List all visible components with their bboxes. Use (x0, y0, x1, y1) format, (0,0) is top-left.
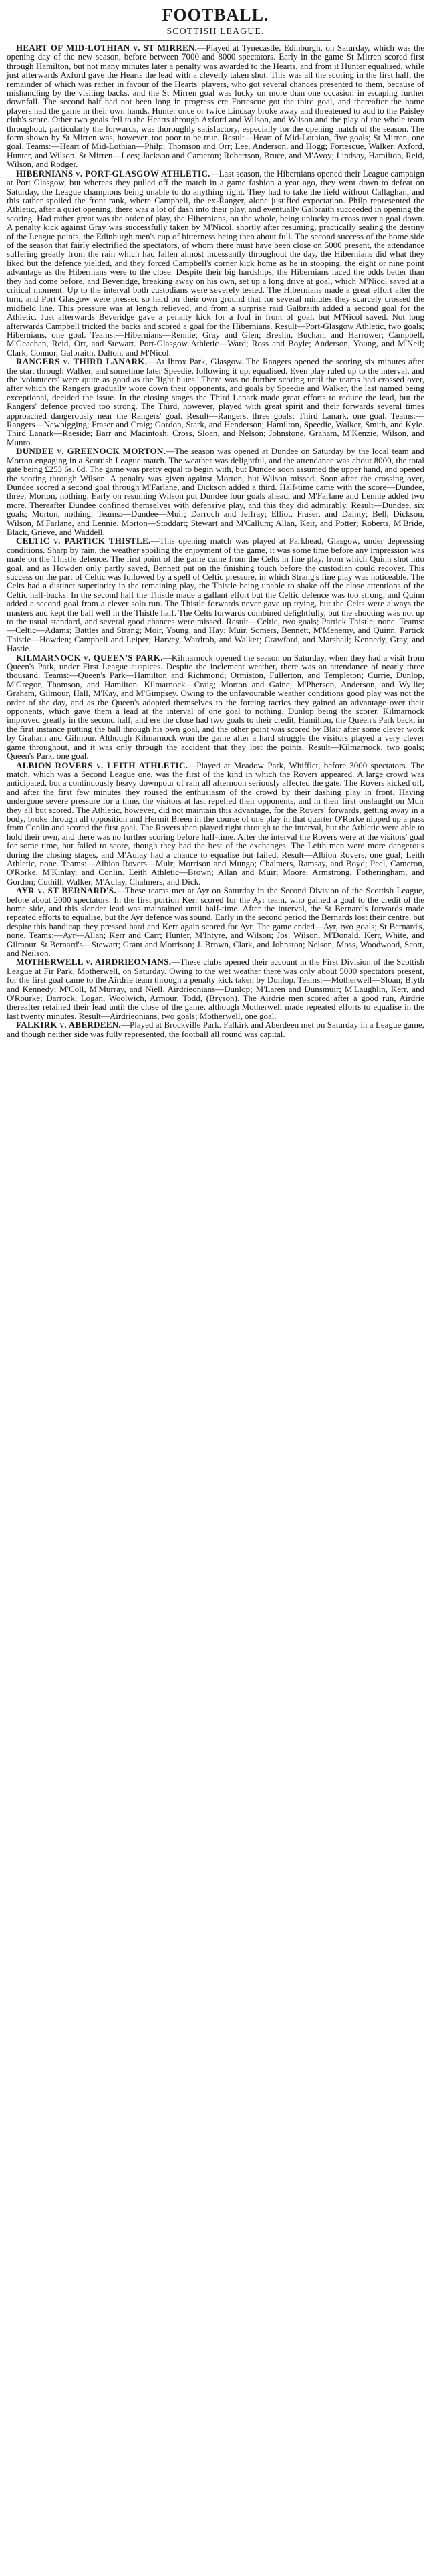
match-heading: MOTHERWELL v. AIRDRIEONIANS. (16, 957, 172, 967)
match-report (7, 653, 424, 761)
match-heading: FALKIRK v. ABERDEEN. (16, 1020, 121, 1030)
match-report (7, 957, 424, 1020)
match-text: —Played at Meadow Park, Whifflet, before 3000 spectators. The match, which was a Second League one, was the first of the kind in which the Rovers appeared. A large crowd was anticipated, but a continuously heavy downpour of rain all afternoon seriously affected the gate. The Rovers kicked off, and after the first few minutes they roused the enthusiasm of the crowd by their dashing play in front. Having undergone severe pressure for a time, the visitors at last repelled their opponents, and in their first onslaught on Muir they all but scored. The Athletic, however, did not maintain this advantage, for the Rovers' forwards, getting away in a body, broke through all opposition and Hermit Breen in the course of one play in that quarter O'Rorke nipped up a pass from Conlin and scored the first goal. The Rovers then played right through to the interval, but the Athletic were able to hold their own, and there was no further scoring before half-time. After the interval the Rovers were at the visitors' goal for some time, but failed to score, though they had the best of the exchanges. The Leith men were more dangerous during the closing stages, and M'Aulay had a chance to equalise but failed. Result—Albion Rovers, one goal; Leith Athletic, none. Teams:—Albion Rovers—Muir; Morrison and Mungo; Chalmers, Ramsay, and Boyd; Peel, Cameron, O'Rorke, M'Kinlay, and Conlin. Leith Athletic—Brown; Allan and Muir; Moore, Armstrong, Fotheringham, and Gordon; Cuthill, Walker, M'Aulay, Chalmers, and Dick. (7, 759, 424, 887)
section-title: FOOTBALL. (162, 5, 269, 25)
match-text: —Kilmarnock opened the season on Saturday, when they had a visit from Queen's Park, under First League auspices. Despite the inclement weather, there was an attendance of nearly three thousand. Teams:—Queen's Park—Hamilton and Richmond; Ormiston, Fullerton, and Templeton; Currie, Dunlop, M'Gregor, Thomson, and Hamilton. Kilmarnock—Craig; Morton and Gaine; M'Pherson, Anderson, and Wyllie; Graham, Gilmour, Hall, M'Kay, and M'Gimpsey. Owing to the unfavourable weather conditions good play was not the order of the day, and as the Queen's adopted themselves to the forcing tactics they gained an advantage over their opponents, which gave them a lead at the interval of one goal to nothing. Dunlop being the scorer. Kilmarnock improved greatly in the second half, and ere the close had two goals to their credit, Hamilton, the Queen's Park back, in the first instance putting the ball through his own goal, and the other point was scored by Blair after some clever work by Graham and Gilmour. Although Kilmarnock won the game after a hard struggle the visitors played a very clever game throughout, and it was only through the accident that they lost the points. Result—Kilmarnock, two goals; Queen's Park, one goal. (7, 652, 424, 762)
match-heading: ALBION ROVERS v. LEITH ATHLETIC. (16, 759, 188, 770)
match-text: —At Ibrox Park, Glasgow. The Rangers opened the scoring six minutes after the start through Walker, and sometime later Speedie, following it up, equalised. Even play ruled up to the interval, and the 'volunteers' were quite as good as the 'light blues.' There was no further scoring until the teams had crossed over, after which the Rangers gradually wore down their opponents, and goals by Speedie and Walker, the last named being exceptional, decided the issue. In the closing stages the Third Lanark made great efforts to reduce the lead, but the Rangers' defence proved too strong. The Third, however, played with great spirit and their forwards several times approached dangerously near the Rangers' goal. Result—Rangers, three goals; Third Lanark, one goal. Teams:—Rangers—Newbigging; Fraser and Craig; Gordon, Stark, and Henderson; Hamilton, Speedie, Walker, Smith, and Kyle. Third Lanark—Raeside; Barr and Macintosh; Cross, Sloan, and Nelson; Johnstone, Graham, M'Kenzie, Wilson, and Munro. (7, 356, 424, 447)
match-text: —This opening match was played at Parkhead, Glasgow, under depressing conditions. Sharp by rain, the weather spoiling the enjoyment of the game, it was some time before any impression was made on the Thistle defence. The first point of the game came from the Celts in fine play, from which Quinn shot into goal, and as Howden only partly saved, Bennett put on the finishing touch before the custodian could recover. This success on the part of Celtic was followed by a spell of Celtic pressure, in which Strang's fine play was noticeable. The Celts had a distinct superiority in the remaining play, the Thistle being unable to shake off the close attentions of the Celtic half-backs. In the second half the Thistle made a gallant effort but the Celtic defence was too strong, and Quinn added a second goal from a clever solo run. The Thistle forwards never gave up trying, but the Celts were always the masters and kept the ball well in the Thistle half. The Celts forwards combined delightfully, but the shooting was not up to the usual standard, and several good chances were missed. Result—Celtic, two goals; Partick Thistle, none. Teams:—Celtic—Adams; Battles and Strang; Moir, Young, and Hay; Muir, Somers, Bennett, M'Menemy, and Quinn. Partick Thistle—Howden; Campbell and Leiper; Harvey, Wardrob, and Walker; Crawford, and Marshall; Kennedy, Gray, and Hastie. (7, 536, 424, 654)
match-report (7, 886, 424, 957)
match-text: —These clubs opened their account in the First Division of the Scottish League at Fir Park, Motherwell, on Saturday. Owing to the wet weather there was only about 5000 spectators present, for the first goal came to the Airdrie team through a penalty kick taken by Dunlop. Teams:—Motherwell—Sloan; Blyth and Kennedy; M'Coll, M'Murray, and Niell. Airdrieonians—Dunlop; M'Laren and Dunsmuir; M'Laughlin, Kerr, and O'Rourke; Darrock, Logan, Woolwich, Armour, Todd, (Bryson). The Airdrie men scored after a good run, Airdrie thereafter retained their lead until the close of the game, although Motherwell made repeated efforts to equalise in the last twenty minutes. Result—Airdrieonians, two goals; Motherwell, one goal. (7, 957, 424, 1021)
match-heading: CELTIC v. PARTICK THISTLE. (16, 536, 151, 546)
match-reports (7, 43, 424, 1020)
match-heading: DUNDEE v. GREENOCK MORTON. (16, 446, 166, 457)
match-heading: RANGERS v. THIRD LANARK. (16, 356, 148, 367)
match-report (7, 169, 424, 358)
match-report (7, 536, 424, 653)
match-report (7, 357, 424, 447)
match-report (7, 761, 424, 887)
match-heading: KILMARNOCK v. QUEEN'S PARK. (16, 652, 163, 663)
match-heading: HEART OF MID-LOTHIAN v. ST MIRREN. (16, 43, 198, 53)
match-text: —Played at Brockville Park. Falkirk and Aberdeen met on Saturday in a League game, and though neither side was fully represented, the football all round was capital. (7, 1020, 424, 1039)
section-subtitle: SCOTTISH LEAGUE. (166, 27, 265, 37)
match-text: —The season was opened at Dundee on Saturday by the local team and Morton engaging in a Scottish League match. The weather was delightful, and the attendance was about 8000, the total gate being £253 6s. 6d. The game was pretty equal to begin with, but Dundee soon assumed the upper hand, and opened the scoring through Wilson. A penalty was given against Morton, but Wilson missed. Soon after the crossing over, Dundee scored a second goal through M'Farlane, and Dickson added a third. Half-time came with the score—Dundee, three; Morton, nothing. Early on resuming Wilson put Dundee four goals ahead, and M'Farlane and Lennie added two more. Thereafter Dundee confined themselves with defensive play, and this they did admirably. Result—Dundee, six goals; Morton, nothing. Teams:—Dundee—Muir; Darroch and Jeffray; Elliot, Fraser, and Dainty; Bell, Dickson, Wilson, M'Farlane, and Lennie. Morton—Stoddart; Stewart and M'Callum; Allan, Keir, and Potter; Roberts, M'Bride, Black, Grieve, and Waddell. (7, 446, 424, 537)
match-text: —These teams met at Ayr on Saturday in the Second Division of the Scottish League, before about 2000 spectators. In the first portion Kerr scored for the Ayr team, who gained a goal to the credit of the home side, and this slender lead was maintained until half-time. After the interval, the St Bernard's forwards made repeated efforts to equalise, but the Ayr defence was sound. Early in the second period the Bernards lost their centre, but despite this handicap they pressed hard and Kerr again scored for Ayr. The game ended—Ayr, two goals; St Bernard's, none. Teams:—Ayr—Allan; Kerr and Carr; Hunter, M'Intyre, and Wilson; Jos. Wilson, M'Donald, Kerr, White, and Gilmour. St Bernard's—Stewart; Grant and Morrison; J. Brown, Clark, and Johnston; Nelson, Moss, Woodwood, Scott, and Neilson. (7, 885, 424, 959)
match-text: —Played at Tynecastle, Edinburgh, on Saturday, which was the opening day of the new season, before between 7000 and 8000 spectators. Early in the game St Mirren scored first through Hamilton, but not many minutes later a penalty was awarded to the Hearts, and from it Hunter equalised, while just afterwards Axford gave the Hearts the lead with a cleverly taken shot. This was all the scoring in the first half, the remainder of which was rather in favour of the Hearts' players, who got several chances presented to them, because of mishandling by the visiting backs, and the St Mirren goal was lucky on more than one occasion in escaping further downfall. The second half had not been long in progress ere Fortescue got the third goal, and thereafter the home players had the game in their own hands. Hunter once or twice Lindsay broke away and threatened to add to the Paisley club's score. Other two goals fell to the Hearts through Axford and Wilson, and Wilson and the play of the whole team throughout, particularly the forwards, was thoroughly satisfactory, especially for the opening match of the season. The form shown by St Mirren was, however, too poor to be true. Result—Heart of Mid-Lothian, five goals; St Mirren, one goal. Teams:—Heart of Mid-Lothian—Philp; Thomson and Orr; Lee, Anderson, and Hogg; Fortescue, Walker, Axford, Hunter, and Wilson. St Mirren—Lees; Jackson and Cameron; Robertson, Bruce, and M'Avoy; Lindsay, Hamilton, Reid, Wilson, and Rodger. (7, 43, 424, 170)
match-report (7, 43, 424, 169)
title-rule (100, 40, 331, 41)
match-heading: AYR v. ST BERNARD'S. (16, 885, 116, 896)
match-report (7, 447, 424, 536)
match-text: —Last season, the Hibernians opened their League campaign at Port Glasgow, but whereas they pulled off the match in a game fashion a year ago, they went down to defeat on Saturday, the League champions being unable to do anything right. They had to take the field without Callaghan, and this rather spoiled the front rank, where Campbell, the ex-Ranger, alone justified expectation. Philp represented the Athletic, after a quiet opening, there was a lot of dash into their play, and eventually Galbraith succeeded in opening the scoring. Had rather great was the order of play, the Hibernians, on the whole, being unlucky to cross over a goal down. A penalty kick against Gray was successfully taken by M'Nicol, shortly after resuming, practically sealing the destiny of the League points, the Edinburgh men's cup of bitterness being then about full. The second success of the home side of the season that fairly electrified the spectators, of whom there must have been close on 5000 present, the attendance suffering greatly from the rain which had fallen almost incessantly throughout the day, the Hibernians did what they liked but the defence yielded, and they forced Campbell's corner kick home as he in stooping, the eight or nine point advantage as the Hibernians were to the close. Despite their big hardships, the Hibernians faced the odds better than they had come before, and Beveridge, breaking away on his own, set up a long drive at goal, which M'Nicol saved at a critical moment. Up to the interval both custodians were severely tested. The Hibernians made a great effort after the turn, and Port Glasgow were pressed so hard on their own ground that for several minutes they scarcely crossed the midfield line. This pressure was at length relieved, and from a surprise raid Galbraith added a second goal for the Athletic. Just afterwards Beveridge gave a penalty kick for a foul in front of goal, but M'Nicol saved. Not long afterwards Campbell tricked the backs and scored a goal for the Hibernians. Result—Port-Glasgow Athletic, two goals; Hibernians, one goal. Teams:—Hibernians—Rennie; Gray and Glen; Breslin, Buchan, and Harrower; Campbell, M'Geachan, Reid, Orr, and Stewart. Port-Glasgow Athletic—Ward; Ross and Boyle; Anderson, Young, and M'Neil; Clark, Connor, Galbraith, Dalton, and M'Nicol. (7, 168, 424, 358)
match-report (7, 1020, 424, 1038)
match-heading: HIBERNIANS v. PORT-GLASGOW ATHLETIC. (16, 168, 210, 179)
